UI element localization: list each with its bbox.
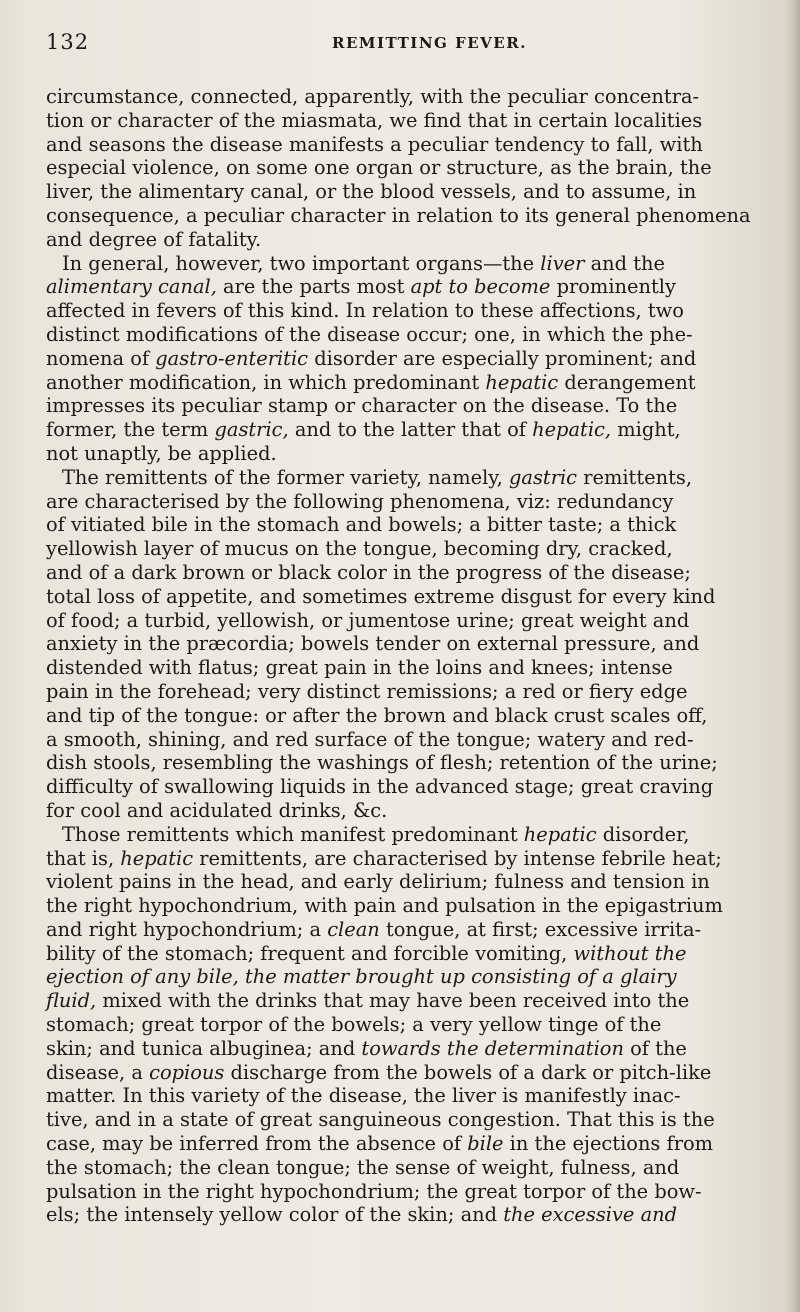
text-line: total loss of appetite, and sometimes extreme disgust for every kind bbox=[46, 584, 716, 608]
text-line: tive, and in a state of great sanguineous congestion. That this is the bbox=[46, 1108, 715, 1132]
text-line: for cool and acidulated drinks, &c. bbox=[46, 798, 388, 822]
page-number: 132 bbox=[46, 30, 90, 54]
text-line: consequence, a peculiar character in relation to its general phenomena bbox=[46, 203, 751, 227]
text-line: circumstance, connected, apparently, with the peculiar concentra- bbox=[46, 85, 700, 108]
page-header bbox=[46, 30, 776, 60]
page-gutter-shading bbox=[0, 0, 30, 1312]
text-line: tion or character of the miasmata, we find that in certain localities bbox=[46, 108, 703, 132]
text-line: another modification, in which predominant hepatic derangement bbox=[46, 370, 696, 394]
text-line: case, may be inferred from the absence of bile in the ejections from bbox=[46, 1132, 714, 1156]
text-line: former, the term gastric, and to the latter that of hepatic, might, bbox=[46, 418, 681, 442]
text-line: difficulty of swallowing liquids in the advanced stage; great craving bbox=[46, 775, 714, 799]
text-line: impresses its peculiar stamp or character on the disease. To the bbox=[46, 394, 678, 418]
text-line: affected in fevers of this kind. In relation to these affections, two bbox=[46, 299, 684, 323]
text-line: pulsation in the right hypochondrium; the great torpor of the bow- bbox=[46, 1179, 702, 1203]
text-line: skin; and tunica albuginea; and towards the determination of the bbox=[46, 1036, 687, 1060]
text-line: The remittents of the former variety, namely, gastric remittents, bbox=[62, 465, 692, 489]
text-line: especial violence, on some one organ or structure, as the brain, the bbox=[46, 156, 712, 180]
running-head: REMITTING FEVER. bbox=[332, 34, 527, 52]
text-line: and seasons the disease manifests a peculiar tendency to fall, with bbox=[46, 132, 703, 156]
text-line: distinct modifications of the disease occur; one, in which the phe- bbox=[46, 322, 693, 346]
text-line: ejection of any bile, the matter brought up consisting of a glairy bbox=[46, 965, 677, 989]
text-line: distended with flatus; great pain in the loins and knees; intense bbox=[46, 656, 673, 680]
page-edge-shading bbox=[786, 0, 800, 1312]
text-line: and tip of the tongue: or after the brown and black crust scales off, bbox=[46, 703, 708, 727]
text-line: nomena of gastro-enteritic disorder are especially prominent; and bbox=[46, 346, 697, 370]
text-line: the stomach; the clean tongue; the sense of weight, fulness, and bbox=[46, 1155, 680, 1179]
text-line: not unaptly, be applied. bbox=[46, 441, 277, 465]
text-line: bility of the stomach; frequent and forcible vomiting, without the bbox=[46, 941, 687, 965]
text-line: of vitiated bile in the stomach and bowels; a bitter taste; a thick bbox=[46, 513, 677, 537]
text-line: and right hypochondrium; a clean tongue, at first; excessive irrita- bbox=[46, 917, 702, 941]
text-line: anxiety in the præcordia; bowels tender on external pressure, and bbox=[46, 632, 700, 656]
text-line: alimentary canal, are the parts most apt to become prominently bbox=[46, 275, 676, 299]
text-line: and degree of fatality. bbox=[46, 227, 262, 251]
text-line: pain in the forehead; very distinct remissions; a red or fiery edge bbox=[46, 679, 688, 703]
text-line: stomach; great torpor of the bowels; a very yellow tinge of the bbox=[46, 1013, 662, 1037]
text-line: els; the intensely yellow color of the skin; and the excessive and bbox=[46, 1203, 678, 1227]
body-text bbox=[46, 85, 776, 1227]
text-line: are characterised by the following phenomena, viz: redundancy bbox=[46, 489, 674, 513]
text-line: liver, the alimentary canal, or the blood vessels, and to assume, in bbox=[46, 180, 697, 204]
text-line: that is, hepatic remittents, are characterised by intense febrile heat; bbox=[46, 846, 722, 870]
text-line: In general, however, two important organs—the liver and the bbox=[62, 251, 665, 275]
text-line: a smooth, shining, and red surface of the tongue; watery and red- bbox=[46, 727, 694, 751]
text-line: and of a dark brown or black color in the progress of the disease; bbox=[46, 560, 691, 584]
text-line: disease, a copious discharge from the bowels of a dark or pitch-like bbox=[46, 1060, 712, 1084]
text-line: violent pains in the head, and early delirium; fulness and tension in bbox=[46, 870, 710, 894]
text-line: matter. In this variety of the disease, the liver is manifestly inac- bbox=[46, 1084, 681, 1108]
text-line: dish stools, resembling the washings of flesh; retention of the urine; bbox=[46, 751, 718, 775]
text-line: Those remittents which manifest predominant hepatic disorder, bbox=[62, 822, 690, 846]
text-line: the right hypochondrium, with pain and pulsation in the epigastrium bbox=[46, 894, 723, 918]
text-line: fluid, mixed with the drinks that may have been received into the bbox=[46, 989, 690, 1013]
text-line: of food; a turbid, yellowish, or jumentose urine; great weight and bbox=[46, 608, 690, 632]
text-line: yellowish layer of mucus on the tongue, becoming dry, cracked, bbox=[46, 537, 673, 561]
